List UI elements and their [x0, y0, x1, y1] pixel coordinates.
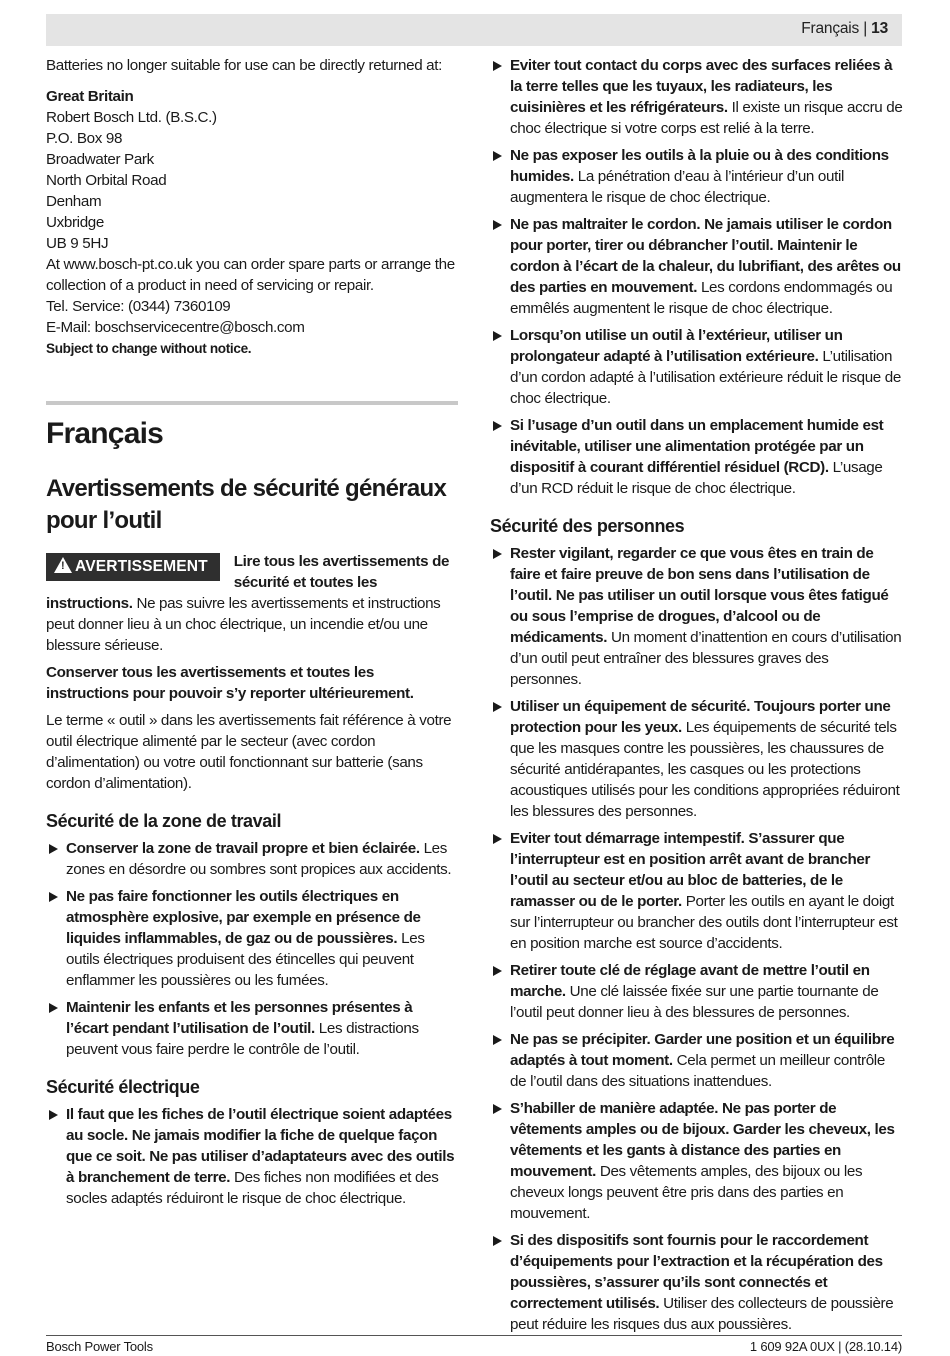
bullet-arrow-icon [493, 702, 502, 712]
item-text: Cela permet un meilleur contrôle de l’outil dans des situations inattendues. [510, 1052, 885, 1090]
right-column [490, 55, 904, 1341]
item-text: Les outils électriques produisent des étincelles qui peuvent enflammer les poussières ou les fumées. [66, 930, 425, 989]
item-bold: Ne pas faire fonctionner les outils électriques en atmosphère explosive, par exemple en présence de liquides inflammables, de gaz ou de poussières. [66, 888, 421, 947]
bullet-arrow-icon [493, 1236, 502, 1246]
bullet-arrow-icon [493, 1104, 502, 1114]
item-text: L’usage d’un RCD réduit le risque de choc électrique. [510, 459, 883, 497]
address-line: Robert Bosch Ltd. (B.S.C.) [46, 109, 217, 126]
item-bold: Il faut que les fiches de l’outil électrique soient adaptées au socle. Ne jamais modifier la fiche de quelque façon que ce soit. Ne pas utiliser d’adaptateurs avec des outils à branchement de terre. [66, 1106, 455, 1186]
item-text: Les équipements de sécurité tels que les masques contre les poussières, les chaussures de sécurité antidérapantes, les casques ou les protections acoustiques utilisés pour les conditions appropriées réduiront les blessures des personnes. [510, 719, 900, 820]
warning-triangle-icon: ! [54, 557, 72, 573]
header-language: Français [801, 20, 860, 37]
list-item [490, 55, 904, 139]
list-item [490, 960, 904, 1023]
address-line: P.O. Box 98 [46, 130, 123, 147]
bullet-arrow-icon [493, 834, 502, 844]
personal-safety-list [490, 543, 904, 1335]
bullet-arrow-icon [493, 151, 502, 161]
tool-term-paragraph: Le terme « outil » dans les avertissements fait référence à votre outil électrique alimenté par le secteur (avec cordon d’alimentation) ou votre outil fonctionnant sur batterie (sans cordon d’alimentation). [46, 712, 452, 792]
bullet-arrow-icon [49, 1110, 58, 1120]
header-separator: | [863, 20, 868, 37]
bullet-arrow-icon [493, 331, 502, 341]
footer-brand: Bosch Power Tools [46, 1339, 153, 1354]
bullet-arrow-icon [493, 549, 502, 559]
address-line: Uxbridge [46, 214, 104, 231]
bullet-arrow-icon [49, 844, 58, 854]
section-divider [46, 401, 458, 405]
item-text: Utiliser des collecteurs de poussière peut réduire les risques dus aux poussières. [510, 1295, 894, 1333]
personal-safety-heading: Sécurité des personnes [490, 516, 685, 536]
list-item [490, 1230, 904, 1335]
item-text: Des vêtements amples, des bijoux ou les cheveux longs peuvent être pris dans des parties en mouvement. [510, 1163, 863, 1222]
address-block [46, 86, 458, 338]
list-item [490, 543, 904, 690]
item-bold: Lorsqu’on utilise un outil à l’extérieur, utiliser un prolongateur adapté à l’utilisation extérieure. [510, 327, 843, 365]
item-bold: S’habiller de manière adaptée. Ne pas porter de vêtements amples ou de bijoux. Garder les cheveux, les vêtements et les gants à distance des parties en mouvement. [510, 1100, 895, 1180]
bullet-arrow-icon [493, 1035, 502, 1045]
electrical-list [46, 1104, 458, 1209]
item-bold: Ne pas se précipiter. Garder une position et un équilibre adaptés à tout moment. [510, 1031, 895, 1069]
bullet-arrow-icon [493, 220, 502, 230]
item-text: Les cordons endommagés ou emmêlés augmentent le risque de choc électrique. [510, 279, 893, 317]
bullet-arrow-icon [493, 421, 502, 431]
item-bold: Conserver la zone de travail propre et bien éclairée. [66, 840, 420, 857]
list-item [490, 828, 904, 954]
address-country: Great Britain [46, 88, 134, 105]
list-item [490, 1029, 904, 1092]
electrical-safety-heading: Sécurité électrique [46, 1077, 200, 1097]
item-text: Il existe un risque accru de choc électrique si votre corps est relié à la terre. [510, 99, 903, 137]
footer-document-code: 1 609 92A 0UX | (28.10.14) [749, 1339, 902, 1354]
bullet-arrow-icon [493, 61, 502, 71]
electrical-list-continued [490, 55, 904, 499]
main-heading: Avertissements de sécurité généraux pour l’outil [46, 475, 447, 534]
item-text: Un moment d’inattention en cours d’utilisation d’un outil peut entraîner des blessures graves des personnes. [510, 629, 902, 688]
list-item [490, 415, 904, 499]
item-bold: Ne pas exposer les outils à la pluie ou à des conditions humides. [510, 147, 889, 185]
item-text: L’utilisation d’un cordon adapté à l’utilisation extérieure réduit le risque de choc électrique. [510, 348, 901, 407]
battery-return-intro: Batteries no longer suitable for use can be directly returned at: [46, 57, 442, 74]
address-line: UB 9 5HJ [46, 235, 109, 252]
header-page-number: 13 [871, 20, 888, 37]
bullet-arrow-icon [49, 892, 58, 902]
item-text: La pénétration d’eau à l’intérieur d’un outil augmentera le risque de choc électrique. [510, 168, 845, 206]
item-text: Porter les outils en ayant le doigt sur l’interrupteur ou brancher des outils dont l’interrupteur est en position marche est source d’accidents. [510, 893, 898, 952]
list-item [490, 696, 904, 822]
item-bold: Eviter tout démarrage intempestif. S’assurer que l’interrupteur est en position arrêt avant de brancher l’outil au secteur et/ou au bloc de batteries, de le ramasser ou de le porter. [510, 830, 871, 910]
item-bold: Si des dispositifs sont fournis pour le raccordement d’équipements pour l’extraction et la récupération des poussières, s’assurer qu’ils sont connectés et correctement utilisés. [510, 1232, 883, 1312]
item-bold: Maintenir les enfants et les personnes présentes à l’écart pendant l’utilisation de l’outil. [66, 999, 413, 1037]
warning-badge-label: AVERTISSEMENT [75, 558, 208, 575]
warning-text: Ne pas suivre les avertissements et instructions peut donner lieu à un choc électrique, un incendie et/ou une blessure sérieuse. [46, 595, 441, 654]
header-page-label [801, 20, 888, 38]
item-bold: Utiliser un équipement de sécurité. Toujours porter une protection pour les yeux. [510, 698, 891, 736]
item-text: Des fiches non modifiées et des socles adaptés réduiront le risque de choc électrique. [66, 1169, 439, 1207]
address-line: North Orbital Road [46, 172, 167, 189]
item-bold: Si l’usage d’un outil dans un emplacement humide est inévitable, utiliser une alimentation protégée par un dispositif à courant différentiel résiduel (RCD). [510, 417, 884, 476]
address-email: E-Mail: boschservicecentre@bosch.com [46, 319, 305, 336]
item-bold: Rester vigilant, regarder ce que vous êtes en train de faire et faire preuve de bon sens dans l’utilisation de l’outil. Ne pas utiliser un outil lorsque vous êtes fatigué ou sous l’emprise de drogues, d’alcool ou de médicaments. [510, 545, 889, 646]
change-notice: Subject to change without notice. [46, 341, 252, 356]
address-line: Broadwater Park [46, 151, 154, 168]
list-item [46, 1104, 458, 1209]
work-area-list [46, 838, 458, 1060]
item-text: Une clé laissée fixée sur une partie tournante de l’outil peut donner lieu à des blessures de personnes. [510, 983, 879, 1021]
list-item [490, 214, 904, 319]
address-line: At www.bosch-pt.co.uk you can order spare parts or arrange the collection of a product in need of servicing or repair. [46, 256, 455, 294]
keep-instructions: Conserver tous les avertissements et toutes les instructions pour pouvoir s’y reporter ultérieurement. [46, 664, 414, 702]
left-column [46, 55, 458, 1215]
list-item [490, 325, 904, 409]
page-header [46, 14, 902, 46]
list-item [490, 145, 904, 208]
footer-divider [46, 1335, 902, 1336]
language-title: Français [46, 417, 163, 450]
item-text: Les distractions peuvent vous faire perdre le contrôle de l’outil. [66, 1020, 419, 1058]
address-line: Denham [46, 193, 102, 210]
warning-bold-text: Lire tous les avertissements de sécurité et toutes les instructions. [46, 553, 450, 612]
item-bold: Ne pas maltraiter le cordon. Ne jamais utiliser le cordon pour porter, tirer ou débrancher l’outil. Maintenir le cordon à l’écart de la chaleur, du lubrifiant, des arêtes ou des parties en mouvement. [510, 216, 901, 296]
item-text: Les zones en désordre ou sombres sont propices aux accidents. [66, 840, 452, 878]
list-item [46, 997, 458, 1060]
list-item [46, 838, 458, 880]
list-item [490, 1098, 904, 1224]
address-phone: Tel. Service: (0344) 7360109 [46, 298, 231, 315]
warning-block [46, 551, 458, 656]
bullet-arrow-icon [493, 966, 502, 976]
item-bold: Retirer toute clé de réglage avant de mettre l’outil en marche. [510, 962, 870, 1000]
item-bold: Eviter tout contact du corps avec des surfaces reliées à la terre telles que les tuyaux, les radiateurs, les cuisinières et les réfrigérateurs. [510, 57, 893, 116]
work-area-heading: Sécurité de la zone de travail [46, 811, 282, 831]
warning-badge [46, 553, 220, 581]
bullet-arrow-icon [49, 1003, 58, 1013]
list-item [46, 886, 458, 991]
